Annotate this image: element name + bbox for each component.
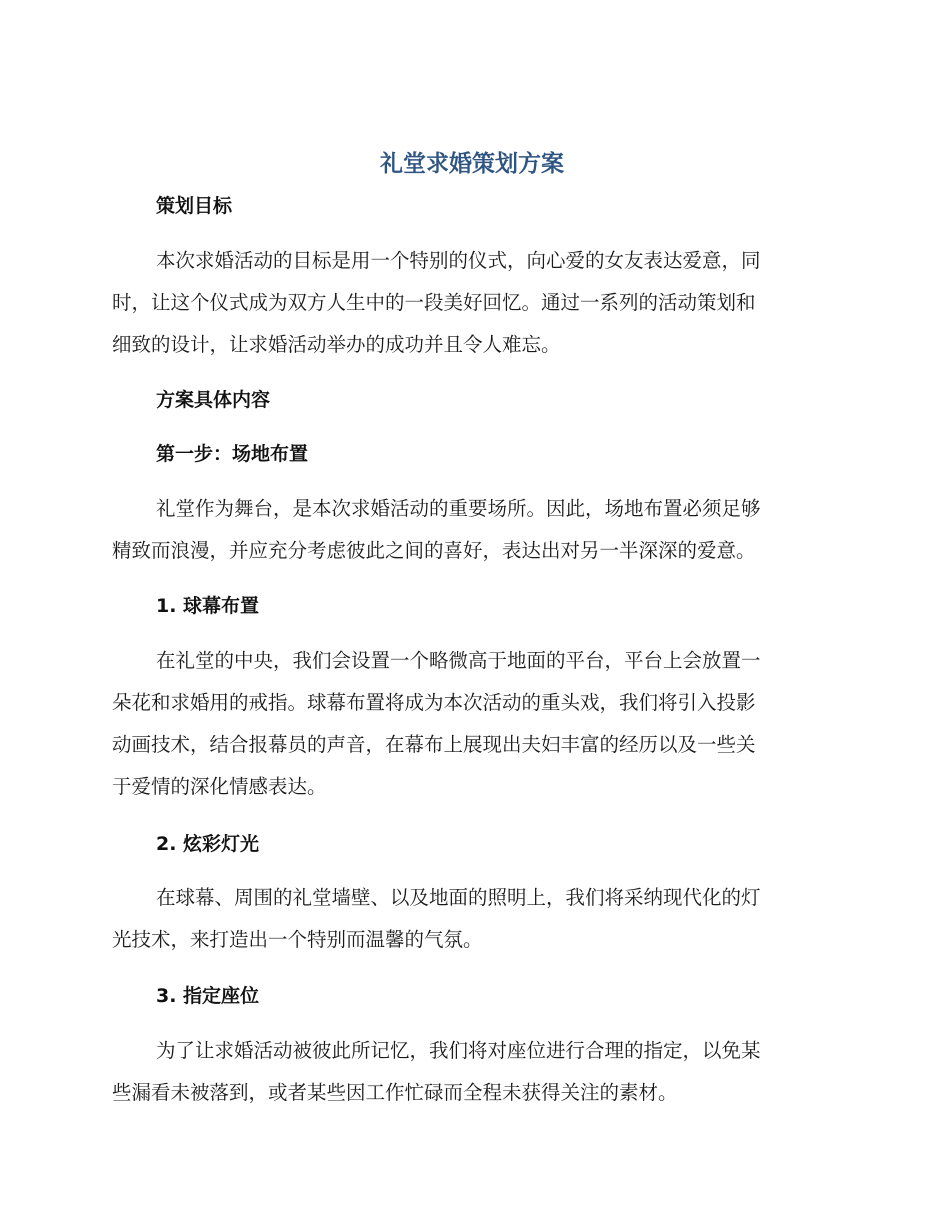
paragraph-line: 礼堂作为舞台，是本次求婚活动的重要场所。因此，场地布置必须足够 [156, 497, 761, 520]
section-heading-lighting: 2. 炫彩灯光 [156, 833, 260, 855]
section-heading-goal: 策划目标 [156, 195, 233, 217]
paragraph-lighting [112, 877, 832, 961]
paragraph-line: 于爱情的深化情感表达。 [112, 775, 327, 798]
paragraph-line: 在礼堂的中央，我们会设置一个略微高于地面的平台，平台上会放置一 [156, 649, 761, 672]
paragraph-line: 朵花和求婚用的戒指。球幕布置将成为本次活动的重头戏，我们将引入投影 [112, 691, 756, 714]
section-heading-plan-content: 方案具体内容 [156, 389, 271, 411]
paragraph-line: 时，让这个仪式成为双方人生中的一段美好回忆。通过一系列的活动策划和 [112, 291, 756, 314]
document-title: 礼堂求婚策划方案 [380, 151, 564, 177]
paragraph-line: 在球幕、周围的礼堂墙壁、以及地面的照明上，我们将采纳现代化的灯 [156, 886, 761, 909]
paragraph-line: 些漏看未被落到，或者某些因工作忙碌而全程未获得关注的素材。 [112, 1081, 678, 1104]
paragraph-seating [112, 1030, 832, 1114]
paragraph-line: 光技术，来打造出一个特别而温馨的气氛。 [112, 928, 483, 951]
paragraph-line: 精致而浪漫，并应充分考虑彼此之间的喜好，表达出对另一半深深的爱意。 [112, 539, 756, 562]
section-heading-seating: 3. 指定座位 [156, 985, 260, 1007]
paragraph-line: 本次求婚活动的目标是用一个特别的仪式，向心爱的女友表达爱意，同 [156, 249, 761, 272]
paragraph-line: 动画技术，结合报幕员的声音，在幕布上展现出夫妇丰富的经历以及一些关 [112, 733, 756, 756]
paragraph-line: 为了让求婚活动被彼此所记忆，我们将对座位进行合理的指定，以免某 [156, 1039, 761, 1062]
section-heading-dome-screen: 1. 球幕布置 [156, 595, 260, 617]
paragraph-venue [112, 488, 832, 572]
paragraph-dome-screen [112, 640, 832, 808]
section-heading-step-one: 第一步：场地布置 [156, 443, 309, 465]
paragraph-line: 细致的设计，让求婚活动举办的成功并且令人难忘。 [112, 333, 561, 356]
paragraph-goal [112, 240, 832, 366]
